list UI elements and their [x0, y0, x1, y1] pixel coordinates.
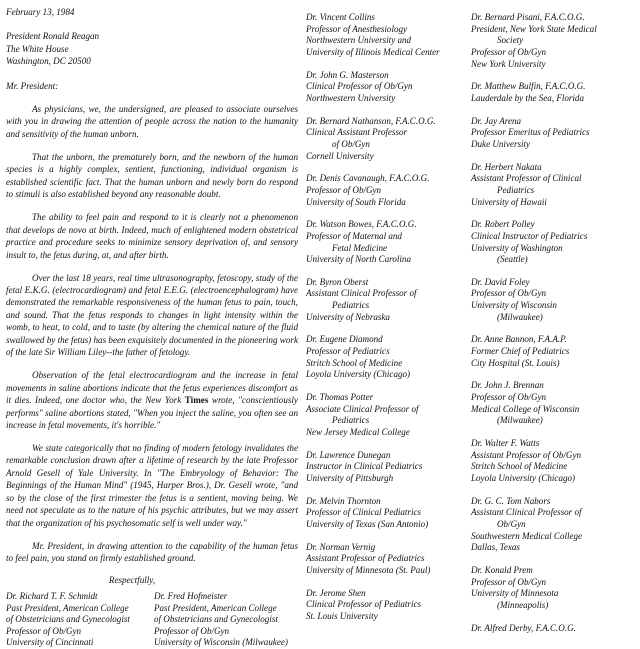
signatory-detail: Pediatrics: [332, 415, 370, 426]
signatory-name: Dr. Lawrence Dunegan: [306, 449, 391, 460]
signatory-entry: [306, 12, 463, 59]
signatory-detail: University of North Carolina: [306, 254, 411, 265]
signatory-detail: Medical College of Wisconsin: [471, 403, 580, 414]
signatory-entry: [306, 173, 463, 208]
signatory-detail: University of South Florida: [306, 196, 406, 207]
signatory-name: Dr. Bernard Nathanson, F.A.C.O.G.: [306, 115, 436, 126]
signatory-detail: Duke University: [471, 138, 531, 149]
signatory-columns: [306, 6, 636, 645]
signatory-name: Dr. Denis Cavanaugh, F.A.C.O.G.: [306, 173, 430, 184]
paragraph-6: We state categorically that no finding of modern fetology invalidates the remarkable conclusion drawn after a lifetime of research by the late Professor Arnold Gesell of Yale University. In "The Embryology of Behavior: The Beginnings of the Human Mind" (1945, Harper Bros.), Dr. Gesell wrote, "and so by the close of the first trimester the fetus is a sentient, moving being. We need not speculate as to the nature of his psychic attributes, but we may assert that the organization of his psychosomatic self is well under way.": [6, 442, 298, 528]
signatory-name: Dr. Walter F. Watts: [471, 438, 540, 449]
signatory-name: Dr. Norman Vernig: [306, 541, 376, 552]
signatory-detail: Pediatrics: [497, 184, 535, 195]
signatory-detail: Southwestern Medical College: [471, 530, 583, 541]
signatory-name: Dr. Herbert Nakata: [471, 161, 542, 172]
signatory-entry: [471, 277, 636, 324]
signatory-entry: [471, 162, 636, 209]
signatory-detail: Stritch School of Medicine: [471, 461, 568, 472]
signatory-detail: Professor of Ob/Gyn: [471, 576, 547, 587]
signatory-entry: [471, 334, 636, 369]
signatory-entry: [306, 496, 463, 531]
signatory-detail: Assistant Professor of Pediatrics: [306, 553, 425, 564]
signatory-detail: Cornell University: [306, 150, 374, 161]
paragraph-4: Over the last 18 years, real time ultrasonography, fetoscopy, study of the fetal E.K.G. (electrocardiogram) and fetal E.E.G. (electroencephalogram) have demonstrated the remarkable responsiveness of the human fetus to pain, touch, and sound. That the fetus responds to changes in light intensity within the womb, to heat, to cold, and to taste (by altering the chemical nature of the fluid swallowed by the fetus) has been exquisitely documented in the pioneering work of the late Sir William Liley--the father of fetology.: [6, 272, 298, 358]
signatory-entry: [471, 496, 636, 554]
signatory-entry: [306, 334, 463, 381]
signatory-name: Dr. John J. Brennan: [471, 380, 544, 391]
signatory-detail: Northwestern University and: [306, 35, 412, 46]
signatory-name: Dr. G. C. Tom Nabors: [471, 495, 551, 506]
signatory-detail: New York University: [471, 58, 546, 69]
signatory-entry: [471, 116, 636, 151]
new-york-times-emphasis: Times: [184, 395, 209, 406]
signatory-entry: [471, 380, 636, 427]
signatory-detail: Associate Clinical Professor of: [306, 403, 419, 414]
signatory-detail: Lauderdale by the Sea, Florida: [471, 92, 584, 103]
signatory-entry: [471, 565, 636, 612]
signatory-detail: University of Minnesota: [471, 588, 559, 599]
signatory-detail: Assistant Professor of Clinical: [471, 173, 582, 184]
recipient-address: [6, 30, 298, 67]
paragraph-1: As physicians, we, the undersigned, are pleased to associate ourselves with you in drawing the attention of people across the nation to the humanity and sensitivity of the human unborn.: [6, 104, 298, 139]
signatory-detail: University of Nebraska: [306, 311, 390, 322]
signatory-detail: of Obstetricians and Gynecologist: [154, 614, 278, 625]
signatory-detail: Former Chief of Pediatrics: [471, 346, 570, 357]
signatory-detail: Professor of Pediatrics: [306, 346, 390, 357]
signatory-name: Dr. Jerome Shen: [306, 587, 366, 598]
signatory-name: Dr. Fred Hofmeister: [154, 591, 228, 602]
signatory-detail: Stritch School of Medicine: [306, 357, 403, 368]
signatory-detail: (Milwaukee): [497, 311, 543, 322]
signatory-detail: Loyola University (Chicago): [306, 369, 411, 380]
paragraph-2: That the unborn, the prematurely born, and the newborn of the human species is a highly complex, sentient, functioning, individual organism is established scientific fact. That the human unborn and newly born do respond to stimuli is also established beyond any reasonable doubt.: [6, 151, 298, 200]
signatory-detail: University of Wisconsin (Milwaukee): [154, 637, 288, 648]
signatory-detail: University of Texas (San Antonio): [306, 518, 429, 529]
signatory-detail: of Obstetricians and Gynecologist: [6, 614, 130, 625]
signatory-detail: Dallas, Texas: [471, 542, 520, 553]
signatory-detail: Professor of Ob/Gyn: [154, 625, 230, 636]
signatory-entry: [306, 70, 463, 105]
letter-date: February 13, 1984: [6, 7, 75, 17]
signatory-detail: of Ob/Gyn: [332, 138, 370, 149]
signatory-detail: Northwestern University: [306, 92, 396, 103]
signatory-detail: New Jersey Medical College: [306, 427, 410, 438]
signatory-detail: St. Louis University: [306, 610, 378, 621]
signatory-entry: [471, 438, 636, 485]
signatory-detail: Professor of Ob/Gyn: [471, 392, 547, 403]
signatory-detail: Clinical Assistant Professor: [306, 127, 408, 138]
signatory-name: Dr. Jay Arena: [471, 115, 522, 126]
address-line: President Ronald Reagan: [6, 31, 100, 42]
signatory-detail: (Seattle): [497, 254, 528, 265]
signatory-entry: [306, 450, 463, 485]
signatory-detail: University of Illinois Medical Center: [306, 46, 440, 57]
signatory-name: Dr. Vincent Collins: [306, 12, 375, 22]
signatory-entry: [306, 542, 463, 577]
signatory-hofmeister: [154, 591, 314, 649]
signatory-detail: Loyola University (Chicago): [471, 473, 576, 483]
address-line: Washington, DC 20500: [6, 56, 91, 67]
signatory-entry: [306, 116, 463, 163]
signatory-detail: President, New York State Medical: [471, 23, 597, 34]
signatory-detail: Assistant Clinical Professor of: [471, 507, 582, 518]
signatory-detail: Past President, American College: [6, 602, 129, 613]
signatory-entry: [471, 219, 636, 266]
signatory-name: Dr. David Foley: [471, 276, 530, 287]
signatory-entry: [471, 12, 636, 70]
signatory-entry: [306, 277, 463, 324]
signatory-detail: Fetal Medicine: [332, 242, 388, 253]
signatory-name: Dr. Alfred Derby, F.A.C.O.G.: [471, 622, 576, 633]
signatory-detail: Assistant Clinical Professor of: [306, 288, 417, 299]
signatory-name: Dr. Melvin Thornton: [306, 495, 381, 506]
signature-row: [6, 591, 298, 649]
address-line: The White House: [6, 43, 69, 54]
signatory-detail: Professor Emeritus of Pediatrics: [471, 127, 590, 138]
signatory-detail: Past President, American College: [154, 602, 277, 613]
signatory-detail: Clinical Professor of Ob/Gyn: [306, 81, 413, 92]
signatory-detail: Professor of Ob/Gyn: [306, 184, 382, 195]
signatory-name: Dr. Konald Prem: [471, 564, 533, 575]
signatory-detail: Professor of Ob/Gyn: [6, 625, 82, 636]
signatory-entry: [471, 623, 636, 635]
signatory-detail: University of Wisconsin: [471, 300, 557, 311]
paragraph-3: The ability to feel pain and respond to it is clearly not a phenomenon that develops de novo at birth. Indeed, much of enlightened modern obstetrical practice and procedure seeks to minimize sensory deprivation of, and sensory insult to, the fetus during, at, and after birth.: [6, 212, 298, 260]
signatory-detail: Clinical Instructor of Pediatrics: [471, 230, 588, 241]
signatory-name: Dr. Robert Polley: [471, 219, 535, 230]
signatory-detail: University of Minnesota (St. Paul): [306, 564, 431, 575]
signatory-name: Dr. Bernard Pisani, F.A.C.O.G.: [471, 12, 585, 22]
signatory-detail: Professor of Ob/Gyn: [471, 46, 547, 57]
signatory-entry: [306, 392, 463, 439]
quote-text-after: wrote, "conscientiously performs" saline abortions stated, "When you inject the saline, you often see an increase in fetal movements, it's horrible.": [6, 395, 298, 430]
signatory-name: Dr. Thomas Potter: [306, 392, 374, 403]
signatory-detail: University of Pittsburgh: [306, 473, 394, 483]
paragraph-7: Mr. President, in drawing attention to the capability of the human fetus to feel pain, you stand on firmly established ground.: [6, 540, 298, 564]
signatory-detail: City Hospital (St. Louis): [471, 357, 560, 368]
signatory-detail: Professor of Clinical Pediatrics: [306, 507, 422, 518]
salutation: Mr. President:: [6, 80, 59, 91]
signatory-name: Dr. Matthew Bulfin, F.A.C.O.G.: [471, 81, 586, 92]
signatory-detail: Clinical Professor of Pediatrics: [306, 599, 422, 610]
signatory-detail: (Milwaukee): [497, 415, 543, 426]
signatory-detail: Professor of Ob/Gyn: [471, 288, 547, 299]
signatory-detail: University of Cincinnati: [6, 637, 94, 648]
signatory-name: Dr. Eugene Diamond: [306, 334, 383, 345]
signatory-name: Dr. Watson Bowes, F.A.C.O.G.: [306, 219, 417, 230]
paragraph-5-quote: [6, 369, 298, 431]
signatory-detail: (Minneapolis): [497, 599, 549, 610]
signatory-column-middle: [306, 12, 469, 645]
signatory-detail: Pediatrics: [332, 300, 370, 311]
signatory-column-right: [469, 12, 636, 645]
closing-respectfully: Respectfully,: [108, 575, 156, 586]
letter-body: [6, 6, 306, 649]
signatory-detail: University of Washington: [471, 242, 563, 253]
signatory-detail: Society: [497, 35, 524, 46]
signatory-detail: Professor of Maternal and: [306, 230, 402, 241]
signatory-detail: University of Hawaii: [471, 196, 547, 207]
signatory-name: Dr. Richard T. F. Schmidt: [6, 591, 98, 602]
signatory-detail: Ob/Gyn: [497, 518, 526, 529]
quote-text-before: Observation of the fetal electrocardiogram and the increase in fetal movements in saline abortions indicate that the fetus experiences discomfort as it dies. Indeed, one doctor who, the New York: [6, 370, 298, 406]
signatory-name: Dr. John G. Masterson: [306, 69, 389, 80]
signatory-name: Dr. Anne Bannon, F.A.A.P.: [471, 334, 567, 345]
signatory-name: Dr. Byron Oberst: [306, 276, 369, 287]
signatory-entry: [471, 81, 636, 104]
signatory-entry: [306, 588, 463, 623]
signatory-entry: [306, 219, 463, 266]
signatory-detail: Instructor in Clinical Pediatrics: [306, 461, 423, 472]
signatory-detail: Professor of Anesthesiology: [306, 23, 408, 34]
signatory-detail: Assistant Professor of Ob/Gyn: [471, 449, 581, 460]
signatory-schmidt: [6, 591, 154, 649]
